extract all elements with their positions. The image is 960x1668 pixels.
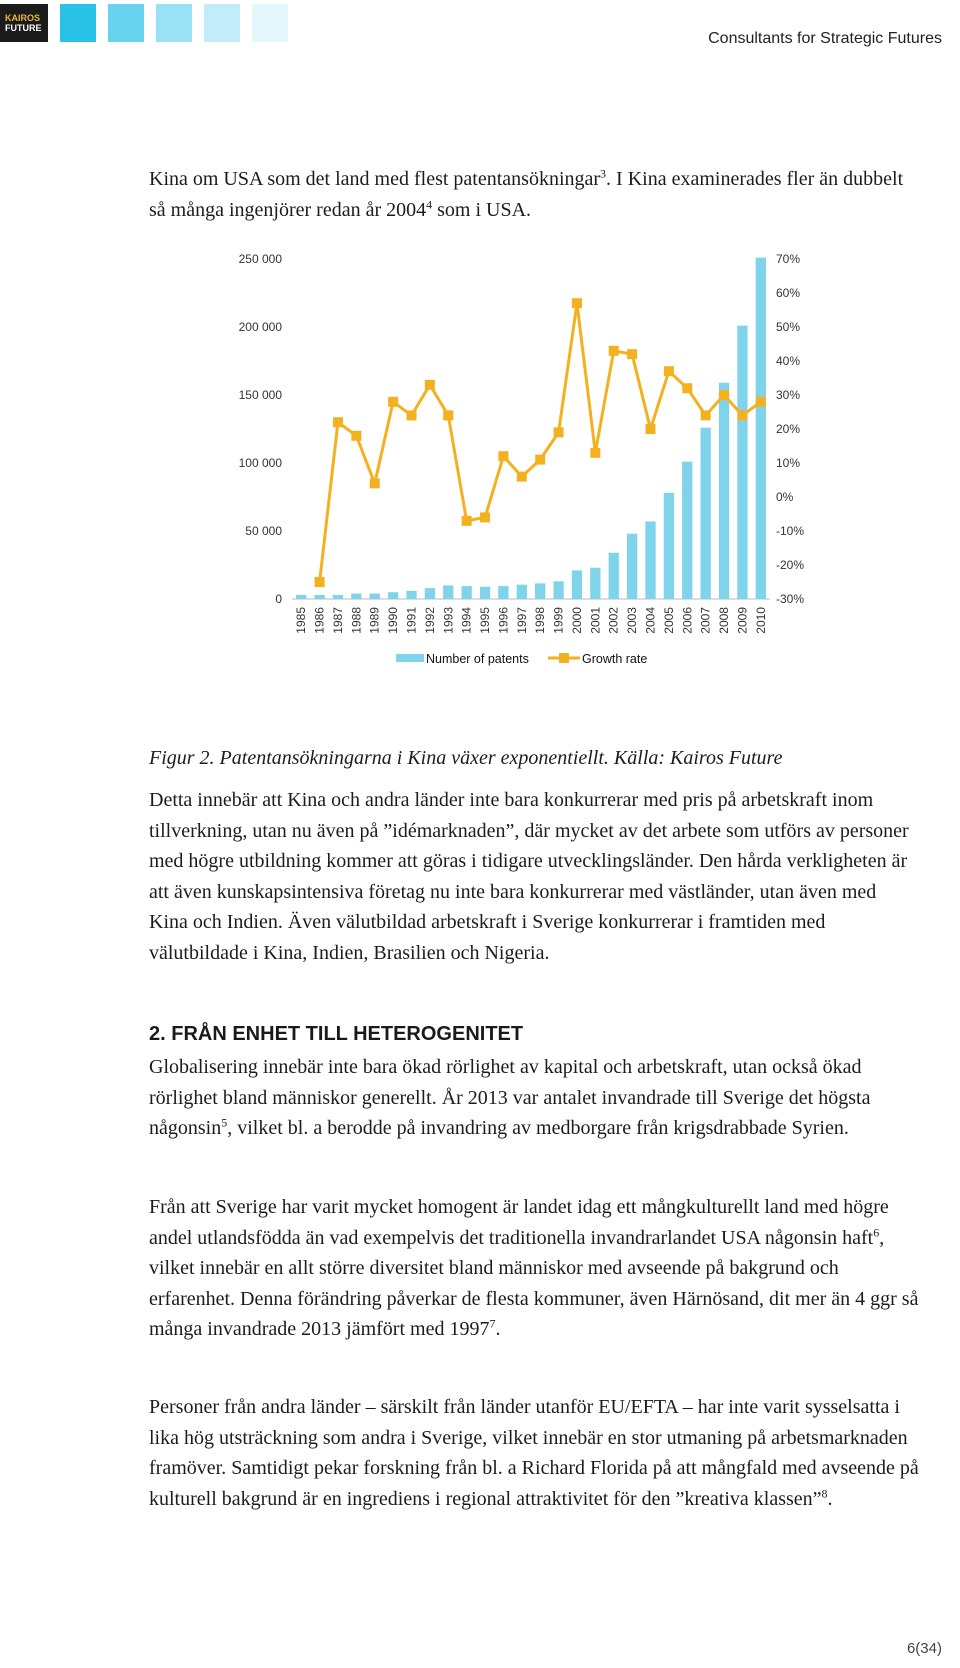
bar-1999	[553, 581, 563, 599]
glob-text-2: , vilket bl. a berodde på invandring av medborgare från krigsdrabbade Syrien.	[227, 1117, 849, 1139]
growth-marker-1996	[498, 451, 508, 461]
left-tick-label: 250 000	[238, 252, 282, 266]
right-tick-label: -20%	[776, 558, 805, 572]
right-tick-label: 60%	[776, 286, 801, 300]
line-series	[315, 298, 766, 587]
footnote-ref-8[interactable]: 8	[821, 1485, 828, 1500]
bar-1989	[370, 594, 380, 599]
bar-1998	[535, 583, 545, 599]
bar-1985	[296, 595, 306, 599]
growth-marker-2006	[682, 383, 692, 393]
color-swatch-5	[252, 4, 288, 42]
x-tick-label: 2003	[625, 607, 640, 634]
left-tick-label: 150 000	[238, 388, 282, 402]
x-tick-label: 1997	[514, 607, 529, 634]
x-tick-label: 2002	[606, 607, 621, 634]
right-tick-label: 20%	[776, 422, 801, 436]
pers-text-2: .	[827, 1487, 833, 1510]
fran-text-1: Från att Sverige har varit mycket homogent är landet idag ett mångkulturellt land med högre andel utlandsfödda än vad exempelvis det traditionella invandrarlandet USA någonsin haft	[149, 1196, 889, 1249]
growth-marker-1989	[370, 478, 380, 488]
x-tick-label: 1999	[551, 607, 566, 634]
growth-marker-1999	[554, 427, 564, 437]
color-swatch-3	[156, 4, 192, 42]
growth-marker-2010	[756, 397, 766, 407]
x-axis-ticks	[294, 607, 768, 634]
x-tick-label: 2005	[661, 607, 676, 634]
x-tick-label: 1986	[312, 607, 327, 634]
figure-caption: Figur 2. Patentansökningarna i Kina växer exponentiellt. Källa: Kairos Future	[149, 747, 783, 769]
intro-text-1: Kina om USA som det land med flest patentansökningar	[149, 168, 601, 190]
growth-marker-1991	[407, 410, 417, 420]
section-heading: 2. FRÅN ENHET TILL HETEROGENITET	[149, 1023, 524, 1045]
kairos-future-logo	[0, 4, 48, 42]
bar-2006	[682, 462, 692, 599]
left-tick-label: 100 000	[238, 456, 282, 470]
x-tick-label: 2006	[680, 607, 695, 634]
intro-text-2: . I Kina examinerades fler än dubbelt så många ingenjörer redan år 2004	[149, 168, 904, 221]
growth-marker-2008	[719, 390, 729, 400]
growth-marker-1990	[388, 397, 398, 407]
footnote-ref-6[interactable]: 6	[873, 1224, 880, 1239]
x-tick-label: 1992	[422, 607, 437, 634]
growth-marker-1987	[333, 417, 343, 427]
growth-marker-2007	[701, 410, 711, 420]
bar-1986	[314, 595, 324, 599]
bar-2003	[627, 534, 637, 599]
growth-marker-1994	[462, 516, 472, 526]
growth-marker-2005	[664, 366, 674, 376]
legend-swatch-patents	[396, 654, 424, 662]
x-tick-label: 1998	[533, 607, 548, 634]
color-swatch-4	[204, 4, 240, 42]
glob-text-1: Globalisering innebär inte bara ökad rörlighet av kapital och arbetskraft, utan också ökad rörlighet bland människor generellt. År 2013 var antalet invandrade till Sverige det högsta någonsin	[149, 1056, 871, 1139]
growth-rate-line	[320, 303, 761, 582]
right-axis	[776, 252, 804, 606]
left-tick-label: 50 000	[245, 524, 282, 538]
x-tick-label: 1989	[367, 607, 382, 634]
footnote-ref-3[interactable]: 3	[600, 166, 607, 181]
left-tick-label: 200 000	[238, 320, 282, 334]
color-swatch-2	[108, 4, 144, 42]
right-tick-label: 40%	[776, 354, 801, 368]
growth-marker-2009	[737, 410, 747, 420]
logo-text-line2: FUTURE	[5, 23, 42, 33]
paragraph-personer	[149, 1392, 919, 1514]
bar-2009	[737, 326, 747, 599]
right-tick-label: -30%	[776, 592, 805, 606]
growth-marker-1997	[517, 472, 527, 482]
growth-marker-2004	[646, 424, 656, 434]
growth-marker-1993	[443, 410, 453, 420]
x-tick-label: 2001	[588, 607, 603, 634]
bar-2008	[719, 383, 729, 599]
x-tick-label: 2010	[753, 607, 768, 634]
growth-marker-1995	[480, 512, 490, 522]
bar-1993	[443, 585, 453, 599]
legend-marker-growth	[559, 653, 569, 663]
x-tick-label: 2004	[643, 607, 658, 634]
bar-1990	[388, 592, 398, 599]
right-tick-label: 30%	[776, 388, 801, 402]
growth-marker-1988	[351, 431, 361, 441]
fran-text-2: , vilket innebär en allt större diversitet bland människor med avseende på bakgrund och erfarenhet. Denna förändring påverkar de flesta kommuner, även Härnösand, dit mer än 4 ggr så många invandrade 2013 jämfört med 1997	[149, 1226, 919, 1340]
x-tick-label: 1987	[330, 607, 345, 634]
fran-text-3: .	[495, 1318, 501, 1340]
bar-1988	[351, 594, 361, 599]
bar-2007	[701, 428, 711, 599]
header-title: Consultants for Strategic Futures	[708, 30, 942, 47]
x-tick-label: 1996	[496, 607, 511, 634]
bar-1994	[462, 586, 472, 599]
growth-marker-1986	[315, 577, 325, 587]
intro-paragraph	[149, 164, 919, 225]
bar-2001	[590, 568, 600, 599]
bar-2002	[609, 553, 619, 599]
footnote-ref-5[interactable]: 5	[221, 1115, 228, 1130]
right-tick-label: 0%	[776, 490, 794, 504]
right-tick-label: 70%	[776, 252, 801, 266]
x-tick-label: 1985	[294, 607, 309, 634]
legend-label-growth: Growth rate	[582, 652, 648, 666]
x-tick-label: 2009	[735, 607, 750, 634]
bar-1995	[480, 587, 490, 599]
paragraph-detta: Detta innebär att Kina och andra länder inte bara konkurrerar med pris på arbetskraft inom tillverkning, utan nu även på ”idémarknaden”, där mycket av det arbete som utförs av personer med högre utbildning kommer att göras i tidigare utvecklingsländer. Den hårda verkligheten är att även kunskapsintensiva företag nu inte bara konkurrerar med västländer, utan även med Kina och Indien. Även välutbildad arbetskraft i Sverige konkurrerar i framtiden med välutbildade i Kina, Indien, Brasilien och Nigeria.	[149, 789, 909, 964]
bar-2004	[645, 521, 655, 599]
x-tick-label: 1994	[459, 607, 474, 634]
bar-1987	[333, 595, 343, 599]
right-tick-label: -10%	[776, 524, 805, 538]
logo-text-line1: KAIROS	[5, 13, 41, 23]
growth-marker-1992	[425, 380, 435, 390]
legend-label-patents: Number of patents	[426, 652, 529, 666]
x-tick-label: 1993	[441, 607, 456, 634]
bar-1997	[517, 585, 527, 599]
paragraph-fran	[149, 1192, 919, 1345]
intro-text-3: som i USA.	[432, 198, 532, 221]
x-tick-label: 2007	[698, 607, 713, 634]
x-tick-label: 2000	[569, 607, 584, 634]
color-swatch-1	[60, 4, 96, 42]
growth-marker-1998	[535, 455, 545, 465]
growth-marker-2000	[572, 298, 582, 308]
x-tick-label: 1990	[386, 607, 401, 634]
patent-chart	[230, 252, 830, 682]
growth-marker-2001	[590, 448, 600, 458]
right-tick-label: 50%	[776, 320, 801, 334]
x-tick-label: 1995	[478, 607, 493, 634]
bar-1996	[498, 586, 508, 599]
bar-1991	[406, 591, 416, 599]
page-number: 6(34)	[906, 1640, 942, 1657]
x-tick-label: 1991	[404, 607, 419, 634]
right-tick-label: 10%	[776, 456, 801, 470]
x-tick-label: 1988	[349, 607, 364, 634]
bar-series	[296, 258, 766, 599]
footnote-ref-7[interactable]: 7	[489, 1316, 496, 1331]
bar-2010	[756, 258, 766, 599]
left-axis	[239, 252, 283, 606]
bar-1992	[425, 588, 435, 599]
bar-2005	[664, 493, 674, 599]
growth-marker-2002	[609, 346, 619, 356]
chart-legend	[396, 652, 647, 666]
paragraph-globalisering	[149, 1052, 919, 1144]
x-tick-label: 2008	[717, 607, 732, 634]
growth-marker-2003	[627, 349, 637, 359]
pers-text-1: Personer från andra länder – särskilt från länder utanför EU/EFTA – har inte varit sysselsatta i lika hög utsträckning som andra i Sverige, vilket innebär en stor utmaning på arbetsmarknaden framöver. Samtidigt pekar forskning från bl. a Richard Florida på att mångfald med avseende på kulturell bakgrund är en ingrediens i regional attraktivitet för den ”kreativa klassen”	[149, 1396, 919, 1510]
footnote-ref-4[interactable]: 4	[426, 196, 433, 211]
left-tick-label: 0	[275, 592, 282, 606]
bar-2000	[572, 570, 582, 599]
